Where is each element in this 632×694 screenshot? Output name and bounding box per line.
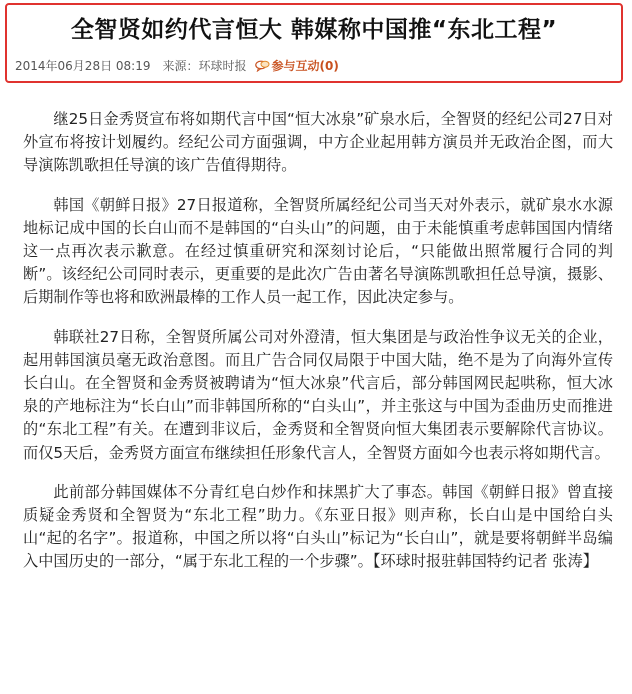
article-paragraph: 此前部分韩国媒体不分青红皂白炒作和抹黑扩大了事态。韩国《朝鲜日报》曾直接质疑金秀贤和全智贤为“东北工程”助力。《东亚日报》则声称，长白山是中国给白头山“起的名字”。报道称，中国之所以将“白头山”标记为“长白山”，就是要将朝鲜半岛编入中国历史的一部分，“属于东北工程的一个步骤”。【环球时报驻韩国特约记者 张涛】 xyxy=(23,482,613,571)
comment-link-label: 参与互动(0) xyxy=(271,59,339,73)
article-paragraph: 继25日金秀贤宣布将如期代言中国“恒大冰泉”矿泉水后，全智贤的经纪公司27日对外宣布将按计划履约。经纪公司方面强调，中方企业起用韩方演员并无政治企图，而大导演陈凯歌担任导演的该广告值得期待。 xyxy=(23,110,613,175)
article-source: 来源：环球时报 xyxy=(162,59,247,73)
publish-date: 2014年06月28日 08:19 xyxy=(15,59,151,73)
speech-bubble-icon xyxy=(255,60,270,72)
article-meta xyxy=(15,57,339,74)
article-body xyxy=(23,108,613,574)
article-title: 全智贤如约代言恒大 韩媒称中国推“东北工程” xyxy=(70,17,558,43)
comment-link[interactable] xyxy=(255,57,339,74)
article-paragraph: 韩联社27日称，全智贤所属公司对外澄清，恒大集团是与政治性争议无关的企业，起用韩国演员毫无政治意图。而且广告合同仅局限于中国大陆，绝不是为了向海外宣传长白山。在全智贤和金秀贤被聘请为“恒大冰泉”代言后，部分韩国网民起哄称，恒大冰泉的产地标注为“长白山”而非韩国所称的“白头山”，并主张这与中国为歪曲历史而推进的“东北工程”有关。在遭到非议后，金秀贤和全智贤向恒大集团表示要解除代言协议。而仅5天后，金秀贤方面宣布继续担任形象代言人，全智贤方面如今也表示将如期代言。 xyxy=(23,327,613,462)
article-header-highlight xyxy=(5,3,623,83)
article-paragraph: 韩国《朝鲜日报》27日报道称，全智贤所属经纪公司当天对外表示，就矿泉水水源地标记成中国的长白山而不是韩国的“白头山”的问题，由于未能慎重考虑韩国国内情绪这一点再次表示歉意。在经过慎重研究和深刻讨论后，“只能做出照常履行合同的判断”。该经纪公司同时表示，更重要的是此次广告由著名导演陈凯歌担任总导演，摄影、后期制作等也将和欧洲最棒的工作人员一起工作，因此决定参与。 xyxy=(23,195,613,307)
